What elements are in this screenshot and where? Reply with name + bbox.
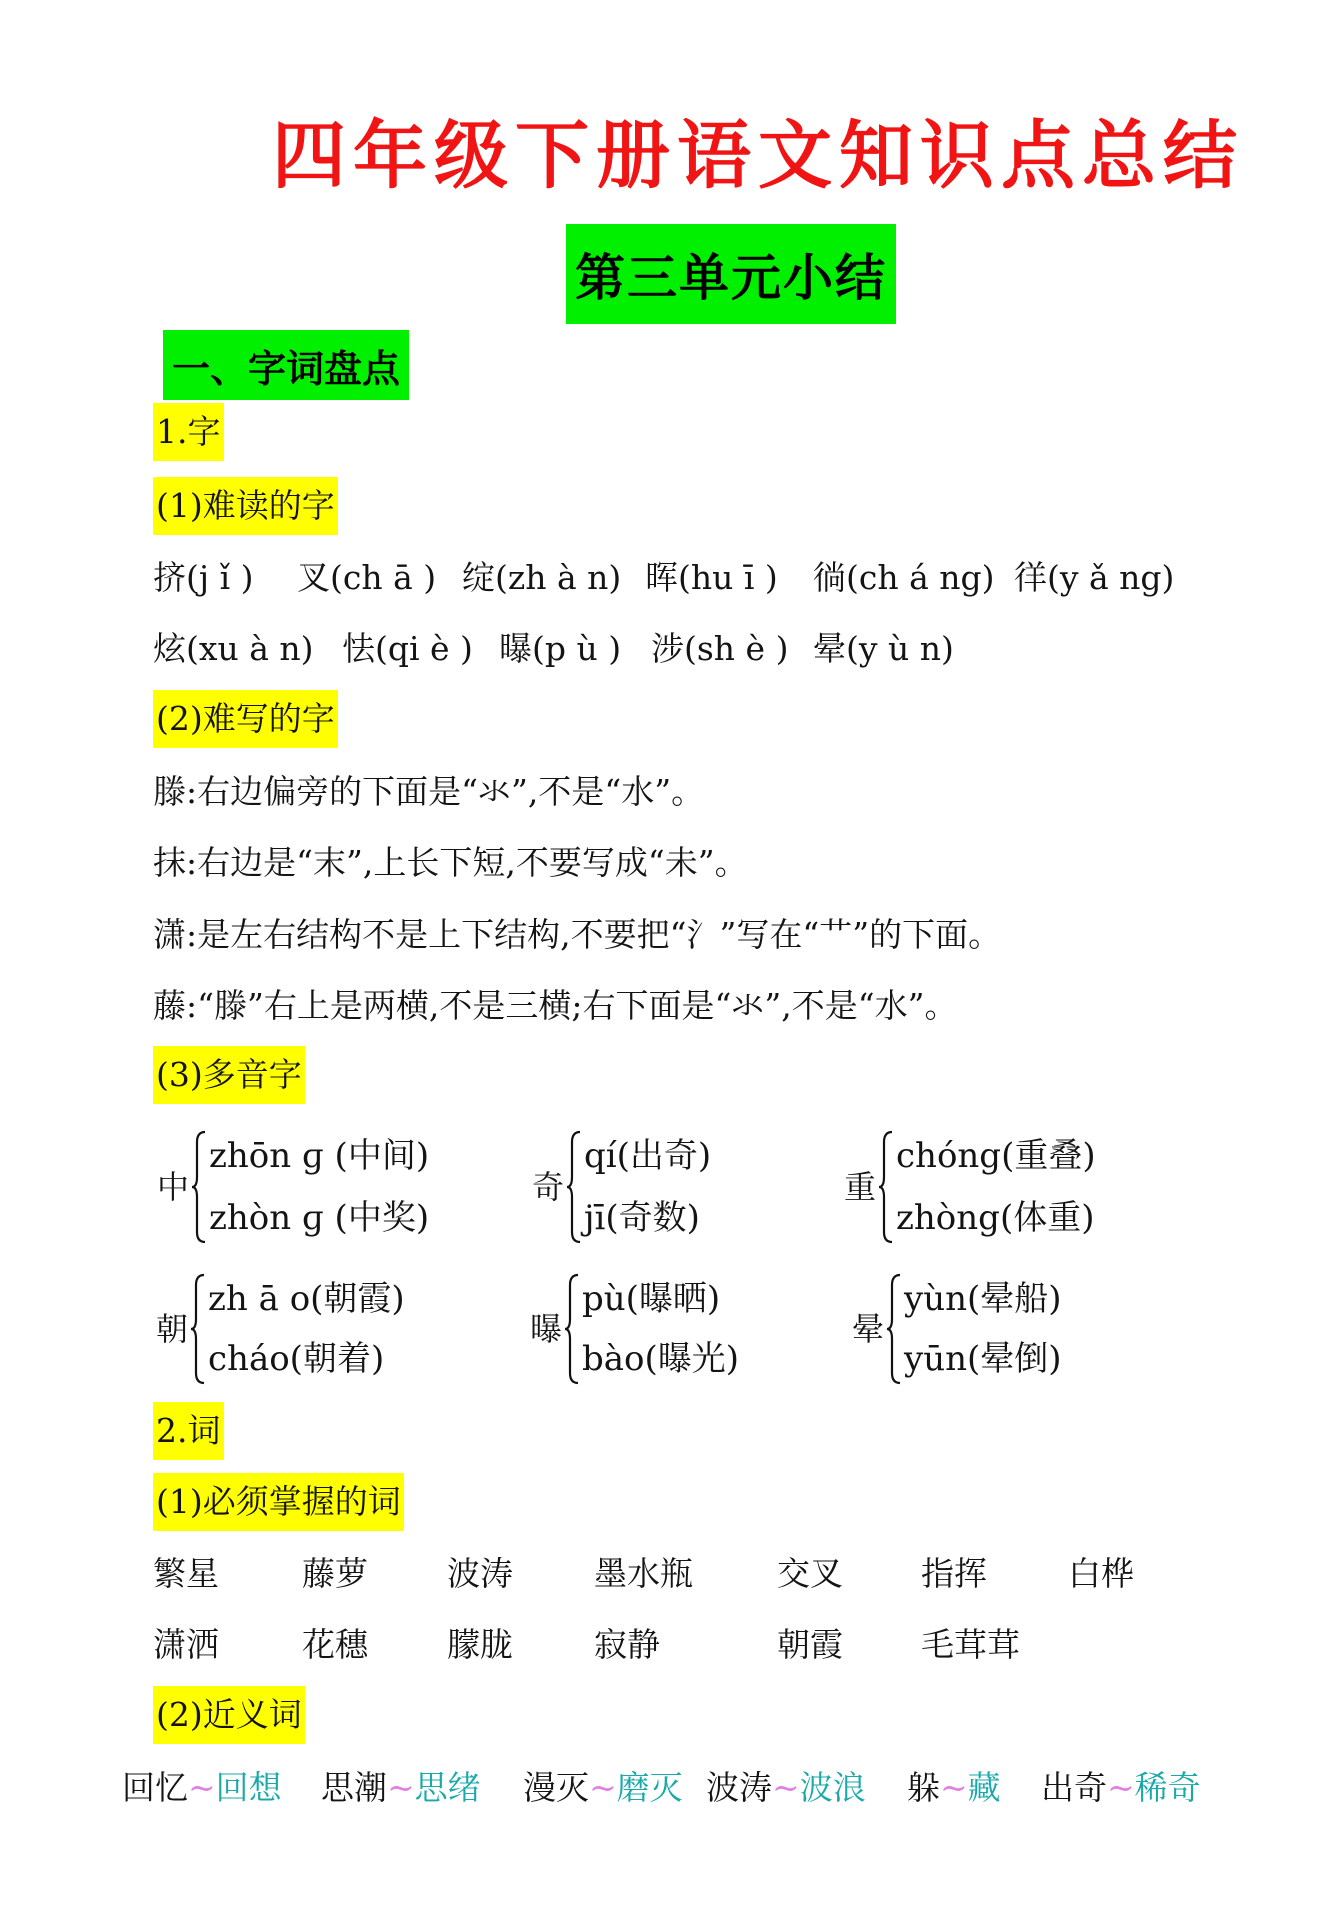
polyphone-reading: pù(曝晒) — [582, 1279, 721, 1319]
hard-to-read-item: 徜(ch á ng) — [813, 558, 995, 597]
polyphone-char: 中 — [157, 1168, 190, 1206]
polyphone-reading: jī(奇数) — [584, 1198, 700, 1238]
hard-to-read-item: 挤(j ǐ ) — [153, 558, 254, 597]
word-item: 花穗 — [302, 1625, 368, 1664]
synonym-match: 回想 — [215, 1768, 282, 1807]
polyphone-reading: yūn(晕倒) — [904, 1339, 1062, 1379]
polyphone-reading: qí(出奇) — [584, 1136, 712, 1176]
section-heading: 一、字词盘点 — [171, 346, 400, 391]
polyphone-char: 重 — [844, 1168, 877, 1206]
synonym-pair — [907, 1768, 1001, 1808]
synonym-word: 波涛 — [706, 1768, 772, 1807]
word-item: 潇洒 — [153, 1625, 219, 1664]
polyphone-readings — [209, 1130, 429, 1244]
polyphone-group — [156, 1273, 405, 1385]
word-item: 繁星 — [153, 1554, 219, 1593]
polyphone-reading: cháo(朝着) — [208, 1339, 385, 1379]
hard-to-read-item: 晕(y ù n) — [813, 629, 954, 668]
label-hard-to-write: (2)难写的字 — [153, 690, 338, 748]
synonym-pair — [1041, 1768, 1201, 1808]
hard-to-write-note: 滕:右边偏旁的下面是“氺”,不是“水”。 — [153, 772, 705, 811]
hard-to-read-item: 曝(p ù ) — [499, 629, 622, 668]
word-item: 波涛 — [447, 1554, 513, 1593]
word-item: 藤萝 — [302, 1554, 368, 1593]
word-item: 朝霞 — [777, 1625, 843, 1664]
polyphone-readings — [904, 1273, 1062, 1385]
hard-to-read-item: 涉(sh è ) — [651, 629, 789, 668]
label-polyphones: (3)多音字 — [153, 1046, 305, 1104]
hard-to-read-item: 怯(qi è ) — [342, 629, 473, 668]
polyphone-char: 奇 — [532, 1168, 565, 1206]
polyphone-reading: yùn(晕船) — [904, 1279, 1062, 1319]
word-item: 朦胧 — [447, 1625, 513, 1664]
polyphone-readings — [896, 1130, 1096, 1244]
word-item: 墨水瓶 — [594, 1554, 693, 1593]
synonym-pair — [321, 1768, 481, 1808]
tilde-separator: ~ — [387, 1768, 415, 1807]
subsection-label-words: 2.词 — [153, 1402, 224, 1460]
hard-to-read-item: 炫(xu à n) — [153, 629, 314, 668]
subsection-label-chars: 1.字 — [153, 403, 224, 461]
tilde-separator: ~ — [772, 1768, 800, 1807]
polyphone-reading: zhòn ɡ (中奖) — [209, 1198, 430, 1238]
polyphone-char: 曝 — [530, 1310, 563, 1348]
polyphone-reading: bào(曝光) — [582, 1339, 740, 1379]
tilde-separator: ~ — [589, 1768, 617, 1807]
label-must-master: (1)必须掌握的词 — [153, 1473, 404, 1531]
polyphone-readings — [582, 1273, 739, 1385]
synonym-pair — [122, 1768, 282, 1808]
polyphone-char: 晕 — [852, 1310, 885, 1348]
polyphone-group — [530, 1273, 739, 1385]
polyphone-group — [852, 1273, 1062, 1385]
word-item: 白桦 — [1068, 1554, 1134, 1593]
polyphone-readings — [584, 1130, 711, 1244]
polyphone-group — [844, 1130, 1096, 1244]
polyphone-reading: zh ā o(朝霞) — [208, 1279, 405, 1319]
hard-to-read-item: 绽(zh à n) — [462, 558, 622, 597]
tilde-separator: ~ — [940, 1768, 968, 1807]
synonym-match: 藏 — [967, 1768, 1001, 1807]
polyphone-reading: zhōn ɡ (中间) — [209, 1136, 430, 1176]
brace — [886, 1273, 902, 1385]
section-heading-box — [163, 330, 409, 400]
synonym-match: 磨灭 — [616, 1768, 683, 1807]
hard-to-read-item: 晖(hu ī ) — [645, 558, 778, 597]
page-title: 四年级下册语文知识点总结 — [272, 113, 1244, 199]
polyphone-readings — [208, 1273, 405, 1385]
synonym-match: 波浪 — [799, 1768, 866, 1807]
hard-to-read-item: 叉(ch ā ) — [297, 558, 437, 597]
label-synonyms: (2)近义词 — [153, 1686, 305, 1744]
polyphone-reading: zhòng(体重) — [896, 1198, 1095, 1238]
synonym-word: 思潮 — [321, 1768, 387, 1807]
unit-title: 第三单元小结 — [575, 249, 887, 307]
synonym-pair — [523, 1768, 683, 1808]
synonym-word: 回忆 — [122, 1768, 188, 1807]
brace — [566, 1130, 582, 1244]
polyphone-reading: chóng(重叠) — [896, 1136, 1096, 1176]
polyphone-group — [532, 1130, 711, 1244]
synonym-word: 出奇 — [1041, 1768, 1107, 1807]
label-hard-to-read: (1)难读的字 — [153, 477, 338, 535]
polyphone-char: 朝 — [156, 1310, 189, 1348]
brace — [878, 1130, 894, 1244]
word-item: 寂静 — [594, 1625, 660, 1664]
polyphone-group — [157, 1130, 429, 1244]
synonym-match: 稀奇 — [1134, 1768, 1201, 1807]
word-item: 毛茸茸 — [921, 1625, 1020, 1664]
synonym-pair — [706, 1768, 866, 1808]
brace — [190, 1273, 206, 1385]
synonym-word: 漫灭 — [523, 1768, 589, 1807]
tilde-separator: ~ — [1107, 1768, 1135, 1807]
hard-to-write-note: 藤:“滕”右上是两横,不是三横;右下面是“氺”,不是“水”。 — [153, 986, 958, 1025]
word-item: 交叉 — [777, 1554, 843, 1593]
hard-to-write-note: 潇:是左右结构不是上下结构,不要把“氵”写在“艹”的下面。 — [153, 915, 1002, 954]
tilde-separator: ~ — [188, 1768, 216, 1807]
synonym-word: 躲 — [907, 1768, 940, 1807]
hard-to-write-note: 抹:右边是“末”,上长下短,不要写成“未”。 — [153, 843, 748, 882]
unit-title-box — [566, 224, 896, 324]
synonym-match: 思绪 — [414, 1768, 481, 1807]
brace — [191, 1130, 207, 1244]
hard-to-read-item: 徉(y ǎ ng) — [1014, 558, 1175, 597]
word-item: 指挥 — [921, 1554, 987, 1593]
brace — [564, 1273, 580, 1385]
